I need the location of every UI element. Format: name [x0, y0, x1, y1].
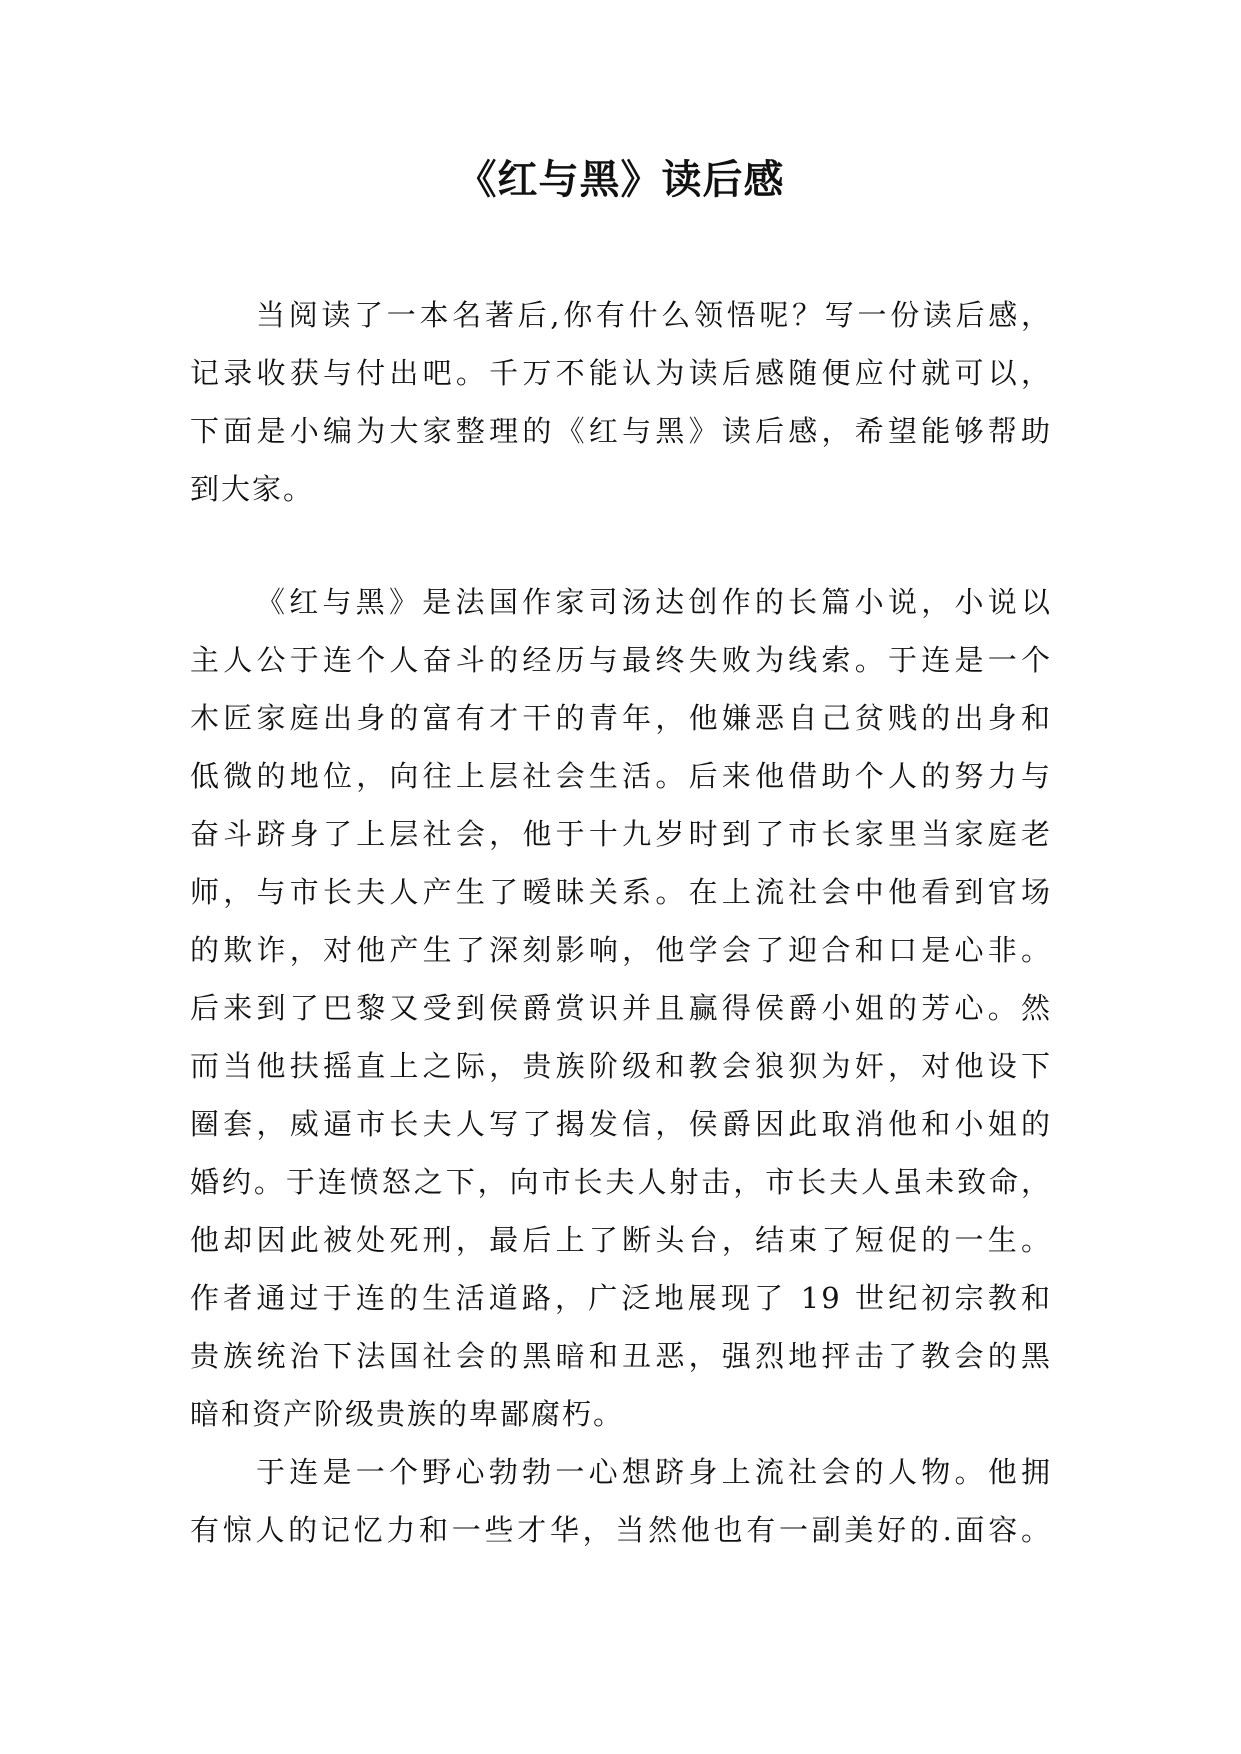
text-line: 奋斗跻身了上层社会，他于十九岁时到了市长家里当家庭老: [190, 817, 1052, 851]
text-line: 记录收获与付出吧。千万不能认为读后感随便应付就可以，: [190, 356, 1052, 390]
text-line: 主人公于连个人奋斗的经历与最终失败为线索。于连是一个: [190, 643, 1052, 677]
text-line: 有惊人的记忆力和一些才华，当然他也有一副美好的.面容。: [190, 1513, 1052, 1547]
text-line: 而当他扶摇直上之际，贵族阶级和教会狼狈为奸，对他设下: [190, 1049, 1052, 1083]
text-line: 圈套，威逼市长夫人写了揭发信，侯爵因此取消他和小姐的: [190, 1107, 1052, 1141]
text-line: 于连是一个野心勃勃一心想跻身上流社会的人物。他拥: [256, 1455, 1052, 1489]
text-line: 师，与市长夫人产生了暧昧关系。在上流社会中他看到官场: [190, 875, 1052, 909]
text-line: 下面是小编为大家整理的《红与黑》读后感，希望能够帮助: [190, 414, 1052, 448]
document-title: 《红与黑》读后感: [456, 157, 785, 203]
text-line: 《红与黑》是法国作家司汤达创作的长篇小说，小说以: [256, 585, 1052, 619]
text-line: 低微的地位，向往上层社会生活。后来他借助个人的努力与: [190, 759, 1052, 793]
intro-paragraph: [190, 286, 1052, 518]
text-line: 婚约。于连愤怒之下，向市长夫人射击，市长夫人虽未致命，: [190, 1165, 1052, 1199]
text-line: 他却因此被处死刑，最后上了断头台，结束了短促的一生。: [190, 1223, 1052, 1257]
text-line: 贵族统治下法国社会的黑暗和丑恶，强烈地抨击了教会的黑: [190, 1339, 1052, 1373]
text-line: 的欺诈，对他产生了深刻影响，他学会了迎合和口是心非。: [190, 933, 1052, 967]
text-line: 当阅读了一本名著后,你有什么领悟呢？写一份读后感，: [256, 298, 1052, 332]
text-line: 木匠家庭出身的富有才干的青年，他嫌恶自己贫贱的出身和: [190, 701, 1052, 735]
text-line: 作者通过于连的生活道路，广泛地展现了 19 世纪初宗教和: [190, 1281, 1052, 1315]
text-line: 暗和资产阶级贵族的卑鄙腐朽。: [190, 1397, 625, 1431]
text-line: 后来到了巴黎又受到侯爵赏识并且赢得侯爵小姐的芳心。然: [190, 991, 1052, 1025]
body-paragraphs: [190, 573, 1052, 1559]
text-line: 到大家。: [190, 472, 315, 506]
